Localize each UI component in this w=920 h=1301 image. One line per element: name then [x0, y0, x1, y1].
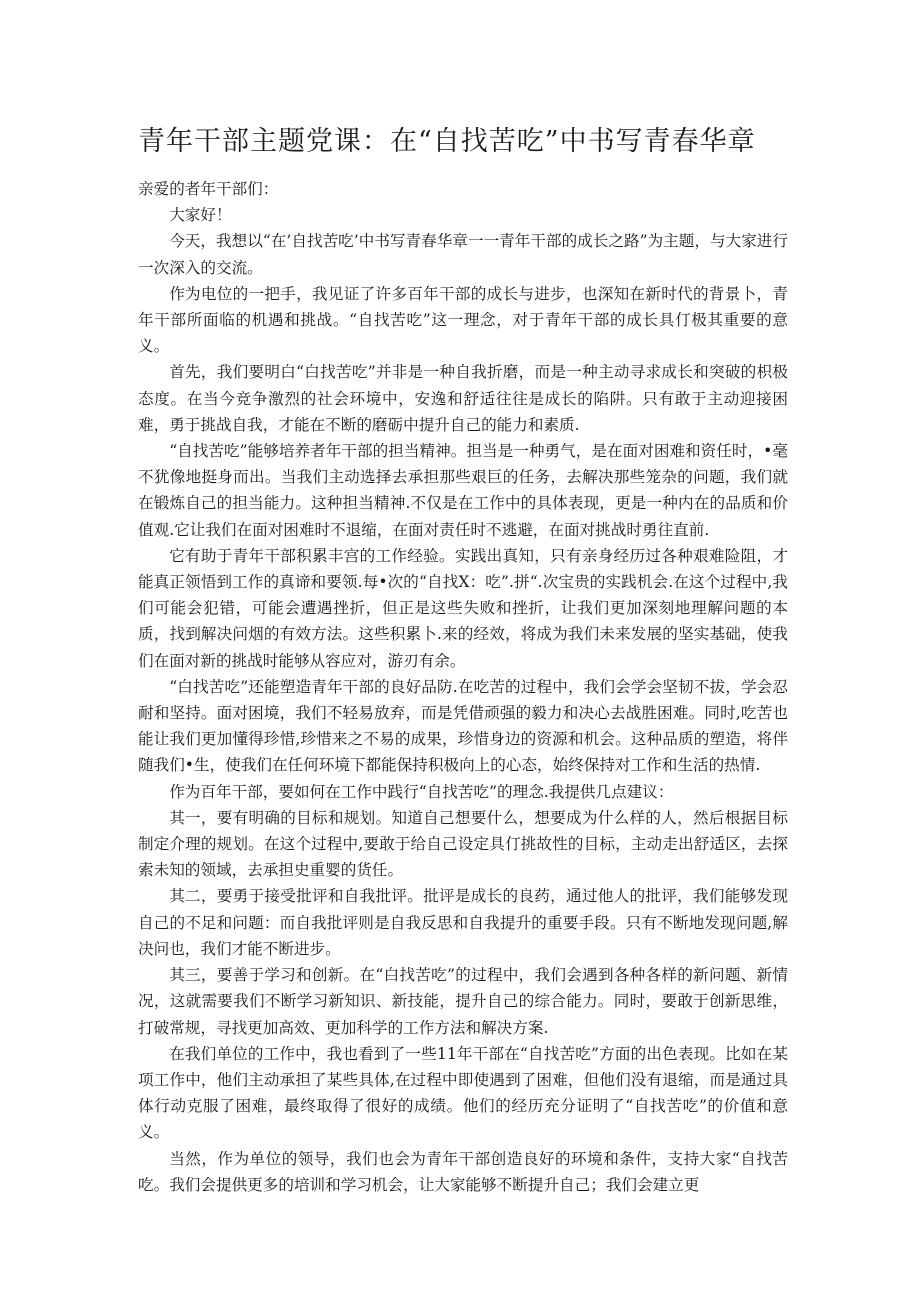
paragraph-first-point: 首先，我们要明白“白找苦吃”并非是一种自我折磨，而是一种主动寻求成长和突破的枳极态度。在当今竞争激烈的社会环境中，安逸和舒适往往是成长的陷阱。只有敢于主动迎接困难，勇于挑战自我，才能在不断的磨砺中提升自己的能力和素质. — [138, 363, 788, 434]
paragraph-theme: 今天，我想以“在’自找苦吃’中书写青春华章一一青年干部的成长之路”为主题，与大家进行一次深入的交流。 — [138, 232, 788, 277]
document-title: 青年干部主题党课：在“自找苦吃”中书写青春华章 — [138, 126, 756, 157]
paragraph-background: 作为电位的一把手，我见证了许多百年干部的成长与进步，也深知在新时代的背景卜，青年干部所面临的机遇和挑战。“自找苦吃”这一理念，对于青年干部的成长具仃极其重要的意义。 — [138, 284, 788, 356]
paragraph-character: “白找苦吃”还能塑造青年干部的良好品防.在吃苦的过程中，我们会学会坚韧不拔，学会忍耐和坚持。面对困境，我们不轻易放弃，而是凭借顽强的毅力和决心去战胜困难。同时,吃苦也能让我们更加懂得珍惜,珍惜来之不易的成果，珍惜身边的资源和机会。这种品质的塑造，将伴随我们•生，使我们在任何环境下都能保持积极向上的心态，始终保持对工作和生活的热情. — [138, 677, 788, 775]
paragraph-responsibility: “自找苦吃”能够培养者年干部的担当精神。担当是一种勇气，是在面对困难和资任时，•毫不犹像地挺身而出。当我们主动选择去承担那些艰巨的任务，去解决那些笼杂的问题，我们就在锻炼自己的担当能力。这种担当精神.不仅是在工作中的具体表现，更是一种内在的品质和价值观.它让我们在面对困难时不退缩，在面对责任时不逃避，在面对挑战时勇往直前. — [138, 442, 788, 539]
paragraph-support: 当然，作为单位的领导，我们也会为青年干部创造良好的环境和条件，支持大家“自找苦吃。我们会提供更多的培训和学习机会，让大家能够不断提升自己；我们会建立更 — [138, 1149, 788, 1194]
paragraph-greeting: 大家好！ — [169, 206, 232, 225]
paragraph-suggestions-intro: 作为百年干部，要如何在工作中践行“自找苦吃”的理念.我提供几点建议： — [169, 782, 674, 801]
salutation: 亲爱的者年干部们： — [138, 180, 279, 198]
paragraph-experience: 它有助于青年干部积累丰宫的工作经验。实践出真知，只有亲身经历过各种艰难险阻，才能真正领悟到工作的真谛和要领.每•次的“自找X：吃”.拼“.次宝贵的实践机会.在这个过程中,我们可能会犯错，可能会遭遇挫折，但正是这些失败和挫折，让我们更加深刻地理解问题的本质，找到解决问烟的有效方法。这些积累卜.来的经效，将成为我们未来发展的坚实基础，使我们在面对新的挑战时能够从容应对，游刃有余。 — [138, 546, 788, 670]
paragraph-examples: 在我们单位的工作中，我也看到了一些11年干部在“自找苦吃”方面的出色表现。比如在某项工作中，他们主动承担了某些具体,在过程中即使遇到了困难，但他们没有退缩，而是通过具体行动克服了困难，最终取得了很好的成绩。他们的经历充分证明了“自找苦吃”的价值和意义。 — [138, 1044, 788, 1142]
paragraph-suggestion-one: 其一，要有明确的目标和规划。知道自己想要什么，想要成为什么样的人，然后根据目标制定介理的规划。在这个过程中,要敢于给自己设定具仃挑故性的目标，主动走出舒适区，去探索未知的领域，去承担史重婴的货任。 — [138, 808, 788, 880]
document-page — [138, 120, 788, 1198]
paragraph-suggestion-two: 其二，要勇于接受批评和自我批评。批评是成长的良药，通过他人的批评，我们能够发现自己的不足和问题：而自我批评则是自我反思和自我提升的重要手段。只有不断地发现问题,解决问也，我们才能不断进步。 — [138, 887, 788, 958]
paragraph-suggestion-three: 其三，要善于学习和创新。在“白找苦吃”的过程中，我们会遇到各种各样的新问题、新情况，这就需要我们不断学习新知识、新技能，提升自己的综合能力。同时，要敢于创新思维，打破常规，寻找更加高效、更加科学的工作方法和解决方案. — [138, 966, 788, 1037]
